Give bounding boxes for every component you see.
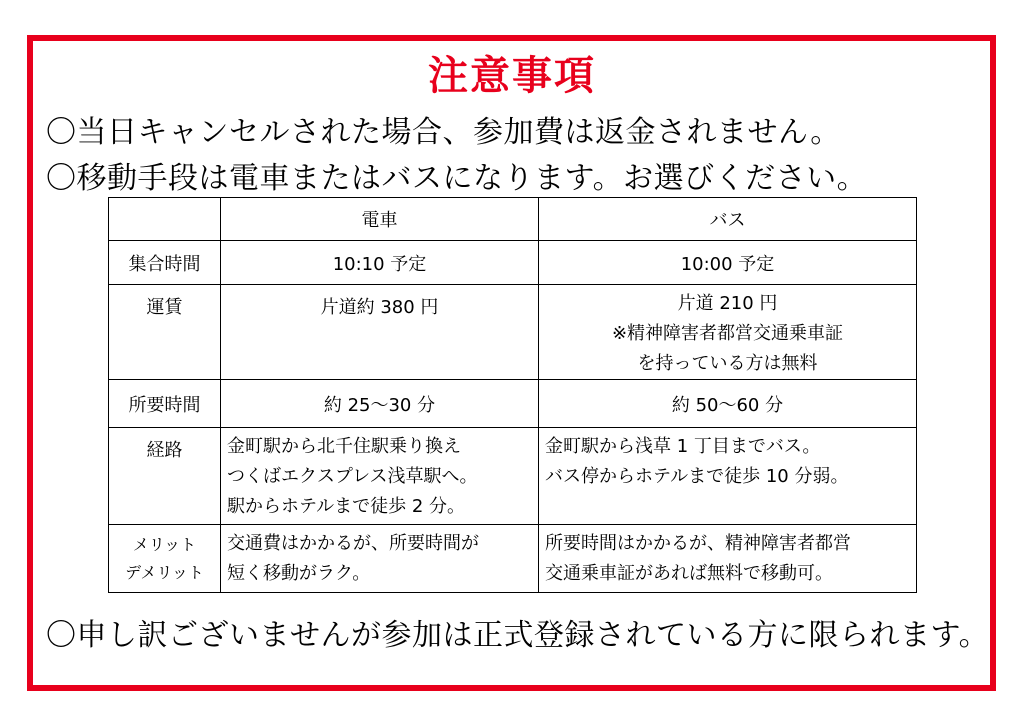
note-cancellation: 〇当日キャンセルされた場合、参加費は返金されません。: [46, 115, 841, 150]
route-bus-line: バス停からホテルまで徒歩 10 分弱。: [545, 466, 849, 487]
merit-label-line: デメリット: [125, 562, 204, 582]
route-train-line: 金町駅から北千住駅乗り換え: [227, 436, 461, 457]
merit-bus-line: 交通乗車証があれば無料で移動可。: [545, 563, 833, 584]
note-registration: 〇申し訳ございませんが参加は正式登録されている方に限られます。: [46, 618, 990, 653]
table-row-merit: [109, 525, 917, 593]
time-train: 約 25～30 分: [221, 380, 539, 428]
note-transport: 〇移動手段は電車またはバスになります。お選びください。: [46, 161, 868, 196]
header-empty-cell: [109, 198, 221, 241]
merit-train-line: 短く移動がラク。: [227, 563, 371, 584]
row-label-merit: [109, 525, 221, 593]
transport-table: [108, 197, 917, 593]
gather-bus: 10:00 予定: [539, 241, 917, 285]
table-row-time: [109, 380, 917, 428]
merit-train-line: 交通費はかかるが、所要時間が: [227, 533, 479, 554]
table-row-fare: [109, 285, 917, 380]
row-label-time: 所要時間: [109, 380, 221, 428]
route-train-line: 駅からホテルまで徒歩 2 分。: [227, 496, 465, 517]
notice-title: 注意事項: [428, 53, 596, 99]
fare-bus-line: を持っている方は無料: [637, 353, 818, 374]
route-train-line: つくばエクスプレス浅草駅へ。: [227, 466, 478, 487]
table-row-route: [109, 428, 917, 525]
row-label-route: 経路: [109, 428, 221, 525]
route-train: [221, 428, 539, 525]
merit-bus: [539, 525, 917, 593]
route-bus: [539, 428, 917, 525]
route-bus-line: 金町駅から浅草 1 丁目までバス。: [545, 436, 821, 457]
table-header-row: [109, 198, 917, 241]
row-label-gather: 集合時間: [109, 241, 221, 285]
merit-label-line: メリット: [132, 534, 197, 554]
fare-bus: [539, 285, 917, 380]
merit-train: [221, 525, 539, 593]
merit-bus-line: 所要時間はかかるが、精神障害者都営: [545, 533, 851, 554]
gather-train: 10:10 予定: [221, 241, 539, 285]
fare-bus-line: 片道 210 円: [677, 293, 778, 314]
fare-bus-line: ※精神障害者都営交通乗車証: [611, 323, 844, 344]
header-train: 電車: [221, 198, 539, 241]
header-bus: バス: [539, 198, 917, 241]
table-row-gather: [109, 241, 917, 285]
row-label-fare: 運賃: [109, 285, 221, 380]
fare-train: 片道約 380 円: [221, 285, 539, 380]
time-bus: 約 50～60 分: [539, 380, 917, 428]
